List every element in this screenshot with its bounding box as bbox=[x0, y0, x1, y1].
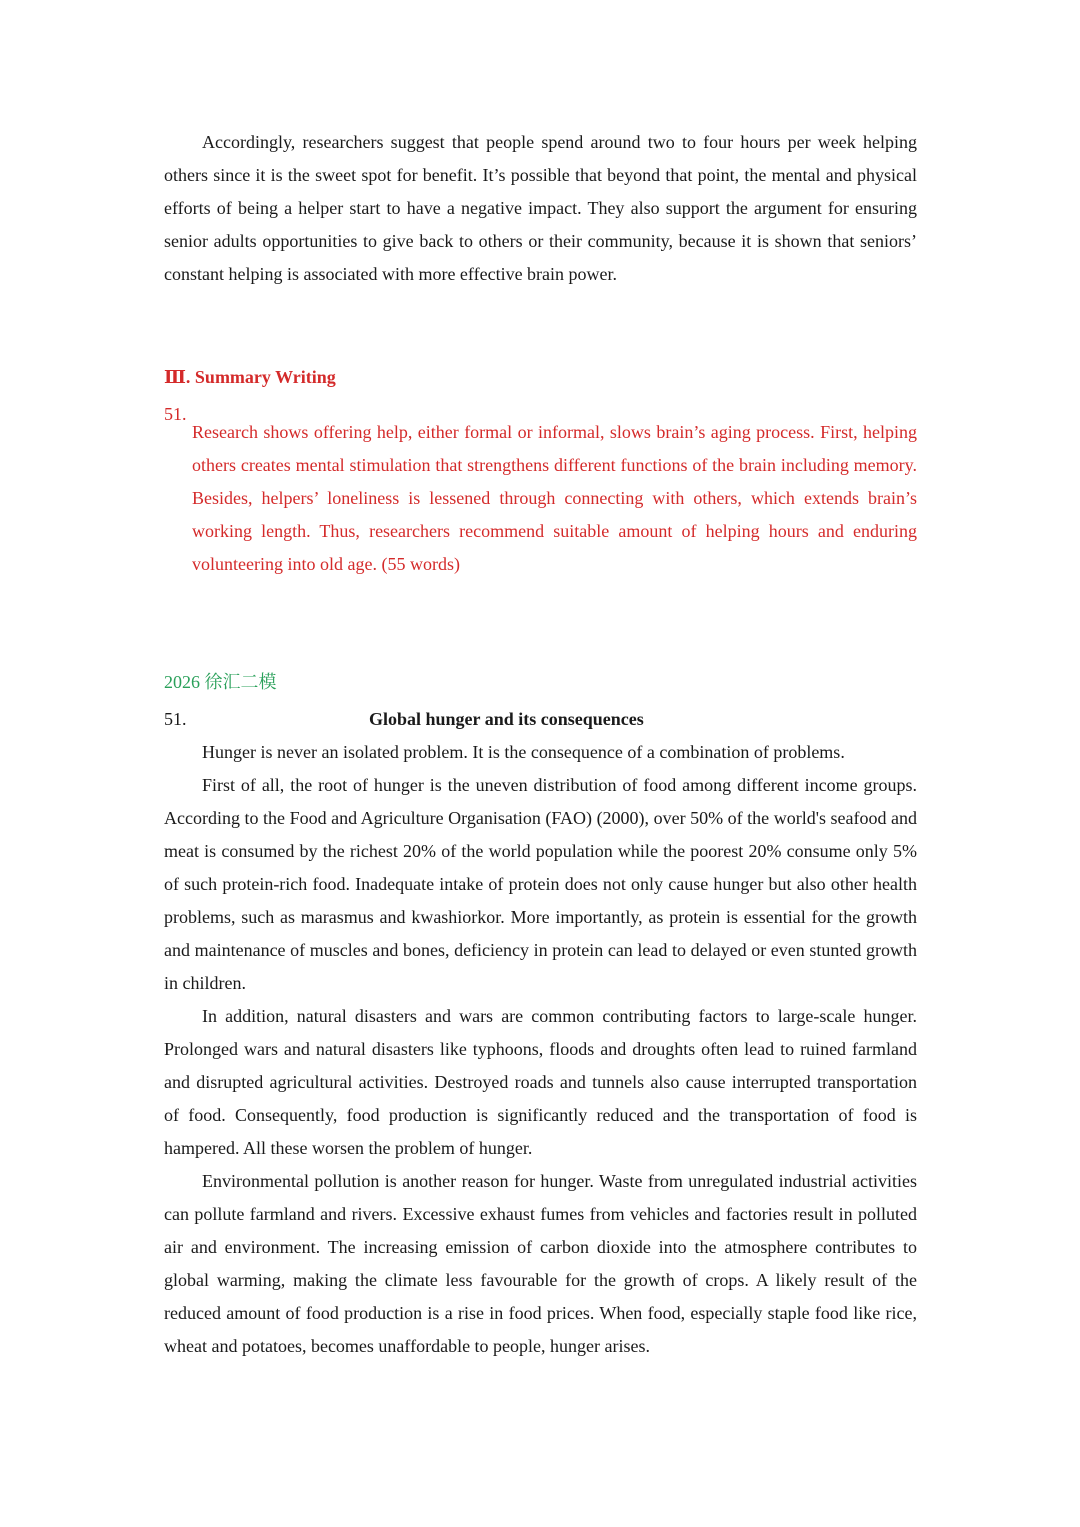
essay-paragraph: First of all, the root of hunger is the uneven distribution of food among different income groups. According to the Food and Agriculture Organisation (FAO) (2000), over 50% of the world's seafood and meat is consumed by the richest 20% of the world population while the poorest 20% consume only 5% of such protein-rich food. Inadequate intake of protein does not only cause hunger but also other health problems, such as marasmus and kwashiorkor. More importantly, as protein is essential for the growth and maintenance of muscles and bones, deficiency in protein can lead to delayed or even stunted growth in children. bbox=[164, 775, 917, 993]
essay-paragraph: Hunger is never an isolated problem. It is the consequence of a combination of problems. bbox=[202, 742, 845, 762]
essay-title: Global hunger and its consequences bbox=[369, 709, 644, 729]
summary-answer-text: Research shows offering help, either formal or informal, slows brain’s aging process. First, helping others creates mental stimulation that strengthens different functions of the brain including memory. Besides, helpers’ loneliness is lessened through connecting with others, which extends brain’s working length. Thus, researchers recommend suitable amount of helping hours and enduring volunteering into old age. (55 words) bbox=[192, 422, 917, 574]
essay-body bbox=[164, 736, 917, 1363]
summary-answer bbox=[164, 398, 917, 599]
source-tag: 2026 徐汇二模 bbox=[164, 672, 277, 692]
essay-paragraph: Environmental pollution is another reason for hunger. Waste from unregulated industrial activities can pollute farmland and rivers. Excessive exhaust fumes from vehicles and factories result in polluted air and environment. The increasing emission of carbon dioxide into the atmosphere contributes to global warming, making the climate less favourable for the growth of crops. A likely result of the reduced amount of food production is a rise in food prices. When food, especially staple food like rice, wheat and potatoes, becomes unaffordable to people, hunger arises. bbox=[164, 1171, 917, 1356]
essay-paragraph: In addition, natural disasters and wars are common contributing factors to large-scale hunger. Prolonged wars and natural disasters like typhoons, floods and droughts often lead to ruined farmland and disrupted agricultural activities. Destroyed roads and tunnels also cause interrupted transportation of food. Consequently, food production is significantly reduced and the transportation of food is hampered. All these worsen the problem of hunger. bbox=[164, 1006, 917, 1158]
intro-paragraph: Accordingly, researchers suggest that people spend around two to four hours per week helping others since it is the sweet spot for benefit. It’s possible that beyond that point, the mental and physical efforts of being a helper start to have a negative impact. They also support the argument for ensuring senior adults opportunities to give back to others or their community, because it is shown that seniors’ constant helping is associated with more effective brain power. bbox=[164, 132, 917, 284]
question-header bbox=[164, 704, 917, 734]
question-number: 51. bbox=[164, 709, 187, 729]
section-heading: Ⅲ. Summary Writing bbox=[164, 367, 336, 387]
summary-answer-number: 51. bbox=[164, 404, 187, 424]
